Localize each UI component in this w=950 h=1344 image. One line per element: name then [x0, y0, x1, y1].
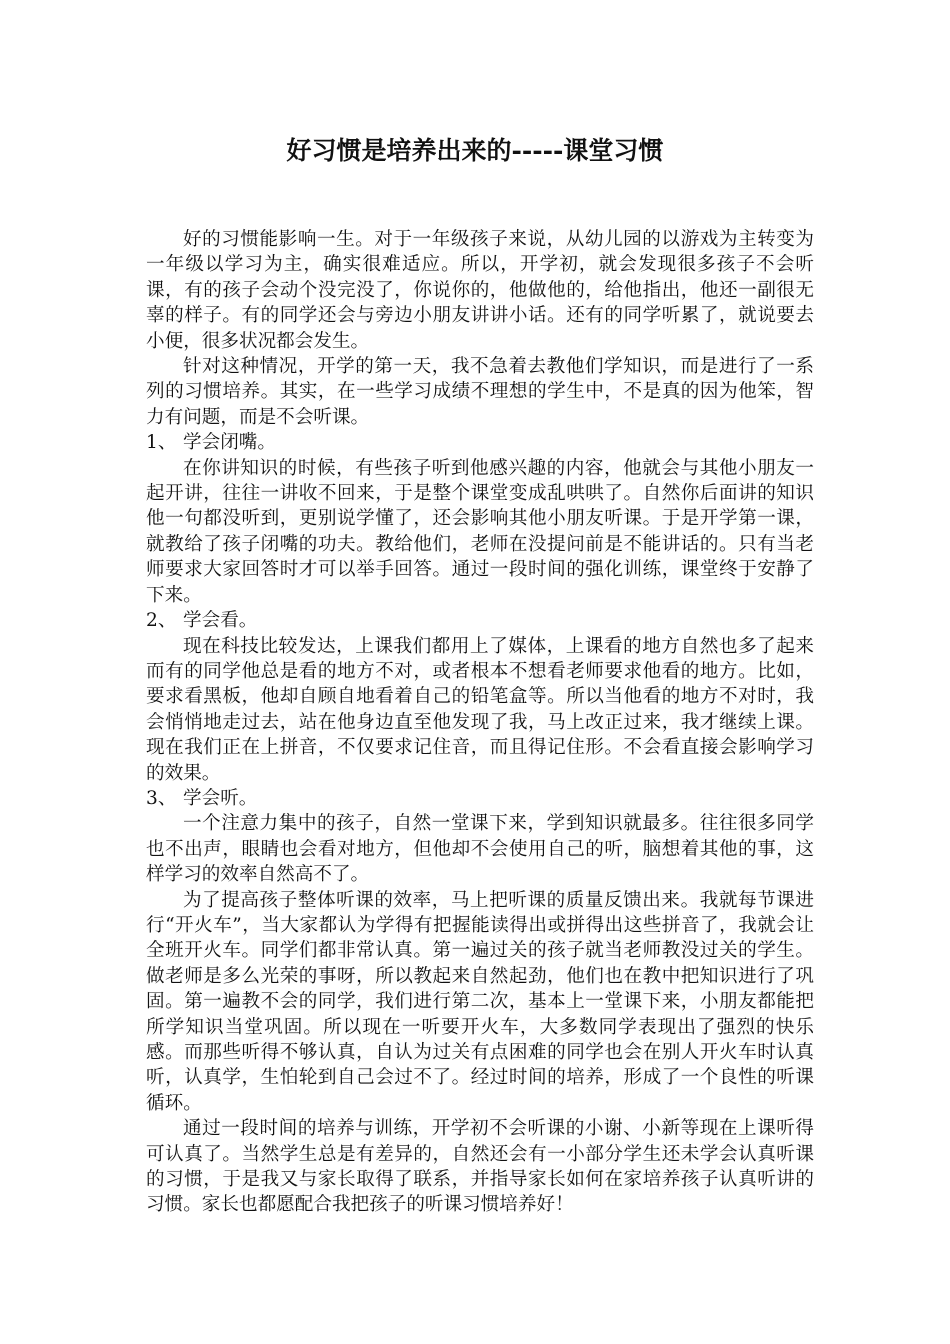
body-paragraph: 针对这种情况，开学的第一天，我不急着去教他们学知识，而是进行了一系列的习惯培养。其实，在一些学习成绩不理想的学生中，不是真的因为他笨，智力有问题，而是不会听课。 — [146, 356, 814, 428]
body-paragraph: 通过一段时间的培养与训练，开学初不会听课的小谢、小新等现在上课听得可认真了。当然学生总是有差异的，自然还会有一小部分学生还未学会认真听课的习惯，于是我又与家长取得了联系，并指导家长如何在家培养孩子认真听讲的习惯。家长也都愿配合我把孩子的听课习惯培养好！ — [146, 1118, 814, 1216]
section-number: 1、 — [146, 432, 177, 454]
section-heading-text: 学会听。 — [183, 787, 258, 809]
section-heading-text: 学会闭嘴。 — [183, 432, 276, 454]
section-number: 2、 — [146, 610, 177, 632]
section-heading — [146, 430, 814, 455]
body-paragraph: 现在科技比较发达，上课我们都用上了媒体，上课看的地方自然也多了起来而有的同学他总是看的地方不对，或者根本不想看老师要求他看的地方。比如，要求看黑板，他却自顾自地看着自己的铅笔盒等。所以当他看的地方不对时，我会悄悄地走过去，站在他身边直至他发现了我，马上改正过来，我才继续上课。现在我们正在上拼音，不仅要求记住音，而且得记住形。不会看直接会影响学习的效果。 — [146, 635, 814, 784]
document-body — [146, 227, 814, 1218]
body-paragraph: 在你讲知识的时候，有些孩子听到他感兴趣的内容，他就会与其他小朋友一起开讲，往往一讲收不回来，于是整个课堂变成乱哄哄了。自然你后面讲的知识他一句都没听到，更别说学懂了，还会影响其他小朋友听课。于是开学第一课，就教给了孩子闭嘴的功夫。教给他们，老师在没提问前是不能讲话的。只有当老师要求大家回答时才可以举手回答。通过一段时间的强化训练，课堂终于安静了下来。 — [146, 457, 814, 606]
section-heading — [146, 786, 814, 811]
section-heading-text: 学会看。 — [183, 610, 258, 632]
document-title: 好习惯是培养出来的-----课堂习惯 — [286, 136, 664, 165]
body-paragraph: 好的习惯能影响一生。对于一年级孩子来说，从幼儿园的以游戏为主转变为一年级以学习为主，确实很难适应。所以，开学初，就会发现很多孩子不会听课，有的孩子会动个没完没了，你说你的，他做他的，给他指出，他还一副很无辜的样子。有的同学还会与旁边小朋友讲讲小话。还有的同学听累了，就说要去小便，很多状况都会发生。 — [146, 229, 814, 352]
body-paragraph: 为了提高孩子整体听课的效率，马上把听课的质量反馈出来。我就每节课进行“开火车”，当大家都认为学得有把握能读得出或拼得出这些拼音了，我就会让全班开火车。同学们都非常认真。第一遍过关的孩子就当老师教没过关的学生。做老师是多么光荣的事呀，所以教起来自然起劲，他们也在教中把知识进行了巩固。第一遍教不会的同学，我们进行第二次，基本上一堂课下来，小朋友都能把所学知识当堂巩固。所以现在一听要开火车，大多数同学表现出了强烈的快乐感。而那些听得不够认真，自认为过关有点困难的同学也会在别人开火车时认真听，认真学，生怕轮到自己会过不了。经过时间的培养，形成了一个良性的听课循环。 — [146, 889, 814, 1114]
section-heading — [146, 608, 814, 633]
body-paragraph: 一个注意力集中的孩子，自然一堂课下来，学到知识就最多。往往很多同学也不出声，眼睛也会看对地方，但他却不会使用自己的听，脑想着其他的事，这样学习的效率自然高不了。 — [146, 813, 814, 886]
section-number: 3、 — [146, 787, 177, 809]
